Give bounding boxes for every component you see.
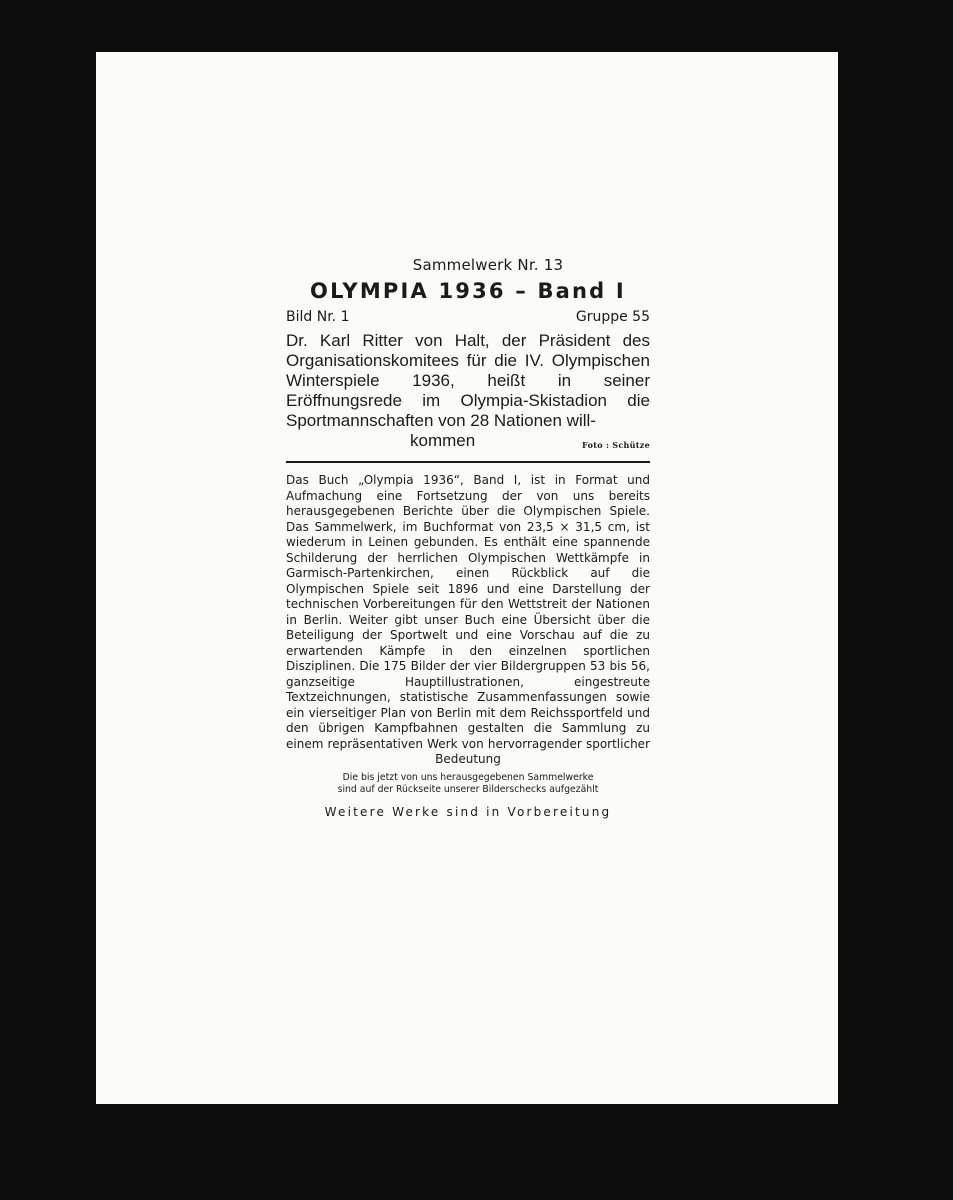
card-title: OLYMPIA 1936 – Band I (310, 279, 626, 303)
picture-caption: Dr. Karl Ritter von Halt, der Präsident des Organisationskomitees für die IV. Olympischen Winterspiele 1936, heißt in seiner Eröffnungsrede im Olympia-Skistadion die Sportmannschaften von 28 Nationen will- (286, 331, 650, 430)
book-description: Das Buch „Olympia 1936“, Band I, ist in Format und Aufmachung eine Fortsetzung der von uns bereits herausgegebenen Berichte über die Olympischen Spiele. Das Sammelwerk, im Buchformat von 23,5 × 31,5 cm, ist wiederum in Leinen gebunden. Es enthält eine spannende Schilderung der herrlichen Olympischen Wettkämpfe in Garmisch-Partenkirchen, einen Rückblick auf die Olympischen Spiele seit 1896 und eine Darstellung der technischen Vorbereitungen für den Wettstreit der Nationen in Berlin. Weiter gibt unser Buch eine Übersicht über die Beteiligung der Sportwelt und eine Vorschau auf die zu erwartenden Kämpfe in den einzelnen sportlichen Disziplinen. Die 175 Bilder der vier Bildergruppen 53 bis 56, ganzseitige Hauptillustrationen, eingestreute Textzeichnungen, statistische Zusammenfassungen sowie ein vierseitiger Plan von Berlin mit dem Reichssportfeld und den übrigen Kampfbahnen gestalten die Sammlung zu einem repräsentativen Werk von hervorragender sportlicher Bedeutung (286, 473, 650, 766)
card-text-block (286, 255, 650, 820)
note-line-1: Die bis jetzt von uns herausgegebenen Sammelwerke (342, 771, 594, 783)
card-meta-row (286, 306, 650, 328)
picture-number: Bild Nr. 1 (286, 309, 350, 325)
group-number: Gruppe 55 (575, 309, 650, 325)
series-label: Sammelwerk Nr. 13 (412, 256, 564, 274)
divider-rule (286, 461, 650, 463)
photo-credit: Foto : Schütze (582, 440, 650, 450)
note-text (286, 772, 650, 797)
collector-card (96, 52, 838, 1104)
footer-text: Weitere Werke sind in Vorbereitung (324, 804, 612, 819)
note-line-2: sind auf der Rückseite unserer Bilderschecks aufgezählt (337, 784, 599, 795)
caption-end: kommen (410, 431, 476, 450)
caption-last-line (286, 431, 650, 451)
